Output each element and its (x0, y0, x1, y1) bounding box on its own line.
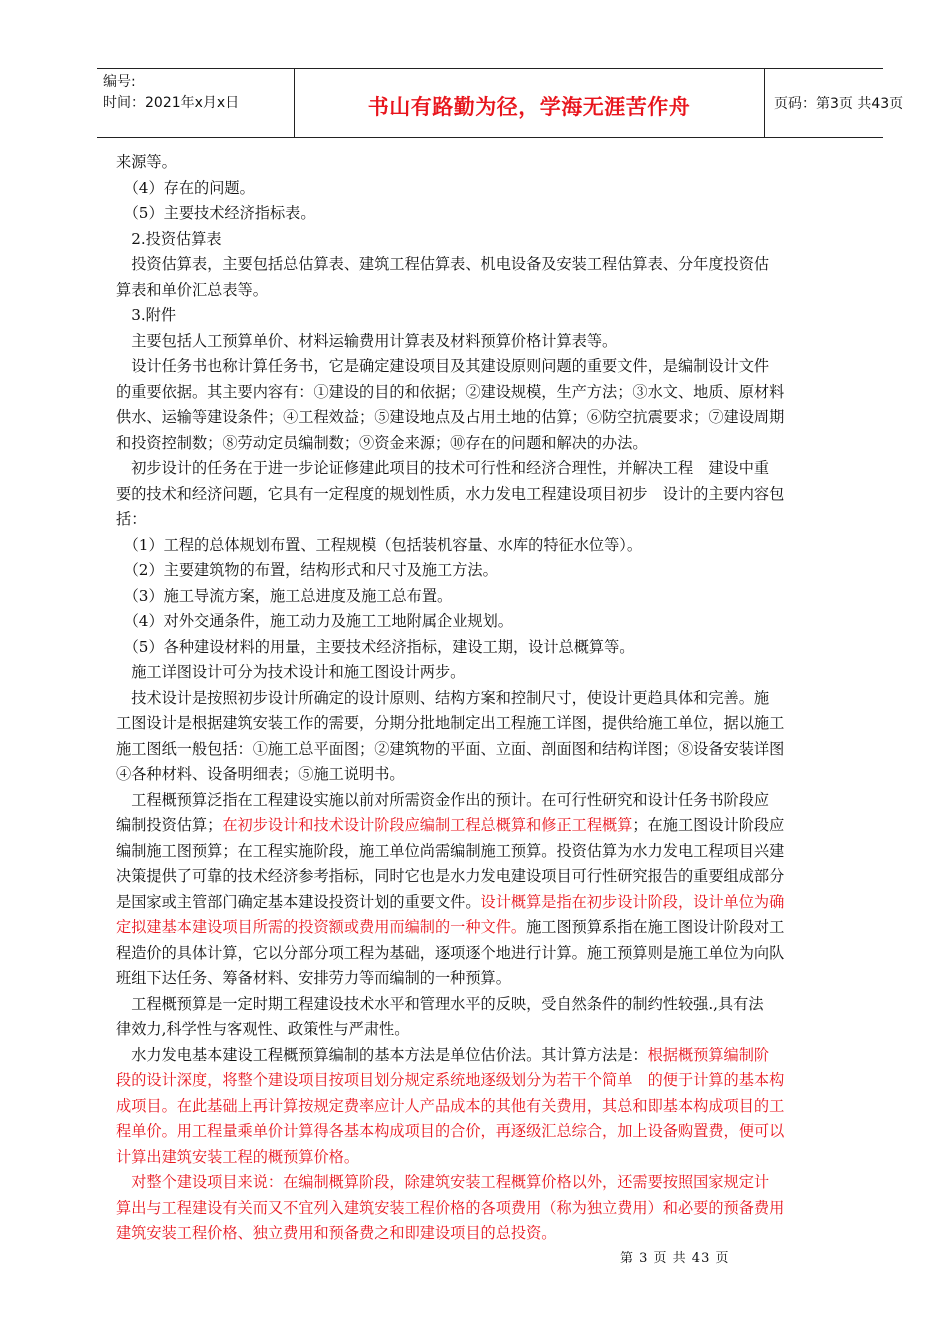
text-segment: 的重要依据。其主要内容有：①建设的目的和依据；②建设规模，生产方法；③水文、地质、原材料 (116, 382, 785, 401)
text-line (116, 1145, 864, 1171)
text-segment: （1）工程的总体规划布置、工程规模（包括装机容量、水库的特征水位等）。 (116, 535, 643, 554)
text-line (116, 737, 864, 763)
text-segment: （4）存在的问题。 (116, 178, 255, 197)
text-line (116, 354, 864, 380)
text-line (116, 1068, 864, 1094)
text-line (116, 558, 864, 584)
text-segment: （5）各种建设材料的用量，主要技术经济指标，建设工期，设计总概算等。 (116, 637, 635, 656)
text-line (116, 966, 864, 992)
text-segment: 律效力,科学性与客观性、政策性与严肃性。 (116, 1020, 410, 1038)
text-segment: 工程概预算是一定时期工程建设技术水平和管理水平的反映，受自然条件的制约性较强.,具有法 (116, 994, 764, 1013)
text-line (116, 1043, 864, 1069)
text-segment: 3.附件 (116, 306, 177, 324)
header-page-info: 页码：第3页 共43页 (774, 96, 904, 112)
highlighted-text-segment: 建筑安装工程价格、独立费用和预备费之和即建设项目的总投资。 (116, 1224, 557, 1242)
text-segment: 来源等。 (116, 153, 177, 171)
highlighted-text-segment: 根据概预算编制阶 (647, 1045, 770, 1064)
text-segment: 施工图预算系指在施工图设计阶段对工 (526, 918, 785, 936)
text-line (116, 915, 864, 941)
text-line (116, 405, 864, 431)
text-segment: ；在施工图设计阶段应 (632, 816, 785, 834)
text-line (116, 711, 864, 737)
text-line (116, 201, 864, 227)
text-segment: 供水、运输等建设条件；④工程效益；⑤建设地点及占用土地的估算；⑥防空抗震要求；⑦建设周期 (116, 408, 785, 426)
text-line (116, 1170, 864, 1196)
text-segment: （3）施工导流方案，施工总进度及施工总布置。 (116, 586, 453, 605)
text-line (116, 839, 864, 865)
text-line (116, 507, 864, 533)
text-segment: 和投资控制数；⑧劳动定员编制数；⑨资金来源；⑩存在的问题和解决的办法。 (116, 433, 648, 452)
text-line (116, 329, 864, 355)
highlighted-text-segment: 成项目。在此基础上再计算按规定费率应计人产品成本的其他有关费用，其总和即基本构成项目的工 (116, 1096, 785, 1115)
text-segment: 2.投资估算表 (116, 229, 222, 248)
text-line (116, 609, 864, 635)
text-line (116, 456, 864, 482)
text-line (116, 380, 864, 406)
text-segment: （5）主要技术经济指标表。 (116, 204, 316, 222)
text-segment: 设计任务书也称计算任务书，它是确定建设项目及其建设原则问题的重要文件，是编制设计文件 (116, 357, 770, 375)
header-page-cell (764, 69, 904, 137)
text-line (116, 941, 864, 967)
text-segment: 施工图纸一般包括：①施工总平面图；②建筑物的平面、立面、剖面图和结构详图；⑧设备安装详图 (116, 739, 785, 758)
document-body (116, 150, 864, 1247)
text-segment: 括： (116, 510, 147, 528)
text-segment: 编制施工图预算；在工程实施阶段，施工单位尚需编制施工预算。投资估算为水力发电工程项目兴建 (116, 841, 785, 860)
text-segment: 算表和单价汇总表等。 (116, 280, 268, 299)
text-line (116, 431, 864, 457)
text-segment: 投资估算表，主要包括总估算表、建筑工程估算表、机电设备及安装工程估算表、分年度投资估 (116, 255, 770, 273)
text-segment: ④各种材料、设备明细表；⑤施工说明书。 (116, 765, 405, 783)
text-line (116, 227, 864, 253)
page-footer: 第 3 页 共 43 页 (620, 1251, 730, 1266)
header-motto: 书山有路勤为径，学海无涯苦作舟 (367, 95, 691, 119)
text-line (116, 788, 864, 814)
text-line (116, 1094, 864, 1120)
text-segment: 初步设计的任务在于进一步论证修建此项目的技术可行性和经济合理性，并解决工程 建设中重 (116, 459, 770, 477)
document-number-label: 编号: (103, 74, 136, 90)
text-line (116, 1119, 864, 1145)
highlighted-text-segment: 段的设计深度，将整个建设项目按项目划分规定系统地逐级划分为若干个简单 的便于计算的基本构 (116, 1071, 785, 1089)
highlighted-text-segment: 定拟建基本建设项目所需的投资额或费用而编制的一种文件。 (116, 918, 527, 936)
text-segment: 工程概预算泛指在工程建设实施以前对所需资金作出的预计。在可行性研究和设计任务书阶段应 (116, 790, 770, 809)
text-segment: （2）主要建筑物的布置，结构形式和尺寸及施工方法。 (116, 561, 498, 579)
text-line (116, 176, 864, 202)
text-line (116, 635, 864, 661)
text-line (116, 278, 864, 304)
text-segment: 水力发电基本建设工程概预算编制的基本方法是单位估价法。其计算方法是： (116, 1045, 648, 1064)
text-line (116, 150, 864, 176)
text-segment: 是国家或主管部门确定基本建设投资计划的重要文件。 (116, 892, 481, 911)
text-segment: 编制投资估算； (116, 816, 223, 834)
text-line (116, 533, 864, 559)
highlighted-text-segment: 计算出建筑安装工程的概预算价格。 (116, 1147, 359, 1166)
text-line (116, 1221, 864, 1247)
text-line (116, 890, 864, 916)
text-segment: 要的技术和经济问题，它具有一定程度的规划性质，水力发电工程建设项目初步 设计的主要内容包 (116, 484, 785, 503)
text-line (116, 762, 864, 788)
text-line (116, 686, 864, 712)
text-segment: （4）对外交通条件，施工动力及施工工地附属企业规划。 (116, 612, 513, 630)
text-line (116, 813, 864, 839)
header-meta-cell (97, 69, 295, 137)
text-line (116, 482, 864, 508)
text-line (116, 1017, 864, 1043)
highlighted-text-segment: 对整个建设项目来说：在编制概算阶段，除建筑安装工程概算价格以外，还需要按照国家规定计 (116, 1173, 770, 1191)
text-segment: 班组下达任务、筹备材料、安排劳力等而编制的一种预算。 (116, 969, 511, 987)
text-line (116, 992, 864, 1018)
text-line (116, 660, 864, 686)
text-segment: 技术设计是按照初步设计所确定的设计原则、结构方案和控制尺寸，使设计更趋具体和完善。施 (116, 688, 770, 707)
text-line (116, 1196, 864, 1222)
document-time-label: 时间：2021年x月x日 (103, 95, 240, 111)
header-motto-cell (294, 69, 765, 137)
text-line (116, 584, 864, 610)
text-segment: 施工详图设计可分为技术设计和施工图设计两步。 (116, 663, 466, 681)
text-line (116, 252, 864, 278)
text-line (116, 303, 864, 329)
page-header (97, 68, 904, 138)
text-line (116, 864, 864, 890)
text-segment: 主要包括人工预算单价、材料运输费用计算表及材料预算价格计算表等。 (116, 331, 618, 350)
text-segment: 程造价的具体计算，它以分部分项工程为基础，逐项逐个地进行计算。施工预算则是施工单位为向队 (116, 943, 785, 962)
highlighted-text-segment: 在初步设计和技术设计阶段应编制工程总概算和修正工程概算 (222, 816, 633, 834)
text-segment: 决策提供了可靠的技术经济参考指标，同时它也是水力发电建设项目可行性研究报告的重要组成部分 (116, 867, 785, 885)
highlighted-text-segment: 算出与工程建设有关而又不宜列入建筑安装工程价格的各项费用（称为独立费用）和必要的预备费用 (116, 1198, 785, 1217)
highlighted-text-segment: 程单价。用工程量乘单价计算得各基本构成项目的合价，再逐级汇总综合，加上设备购置费，便可以 (116, 1122, 785, 1140)
highlighted-text-segment: 设计概算是指在初步设计阶段，设计单位为确 (480, 892, 785, 911)
text-segment: 工图设计是根据建筑安装工作的需要，分期分批地制定出工程施工详图，提供给施工单位，据以施工 (116, 714, 785, 732)
